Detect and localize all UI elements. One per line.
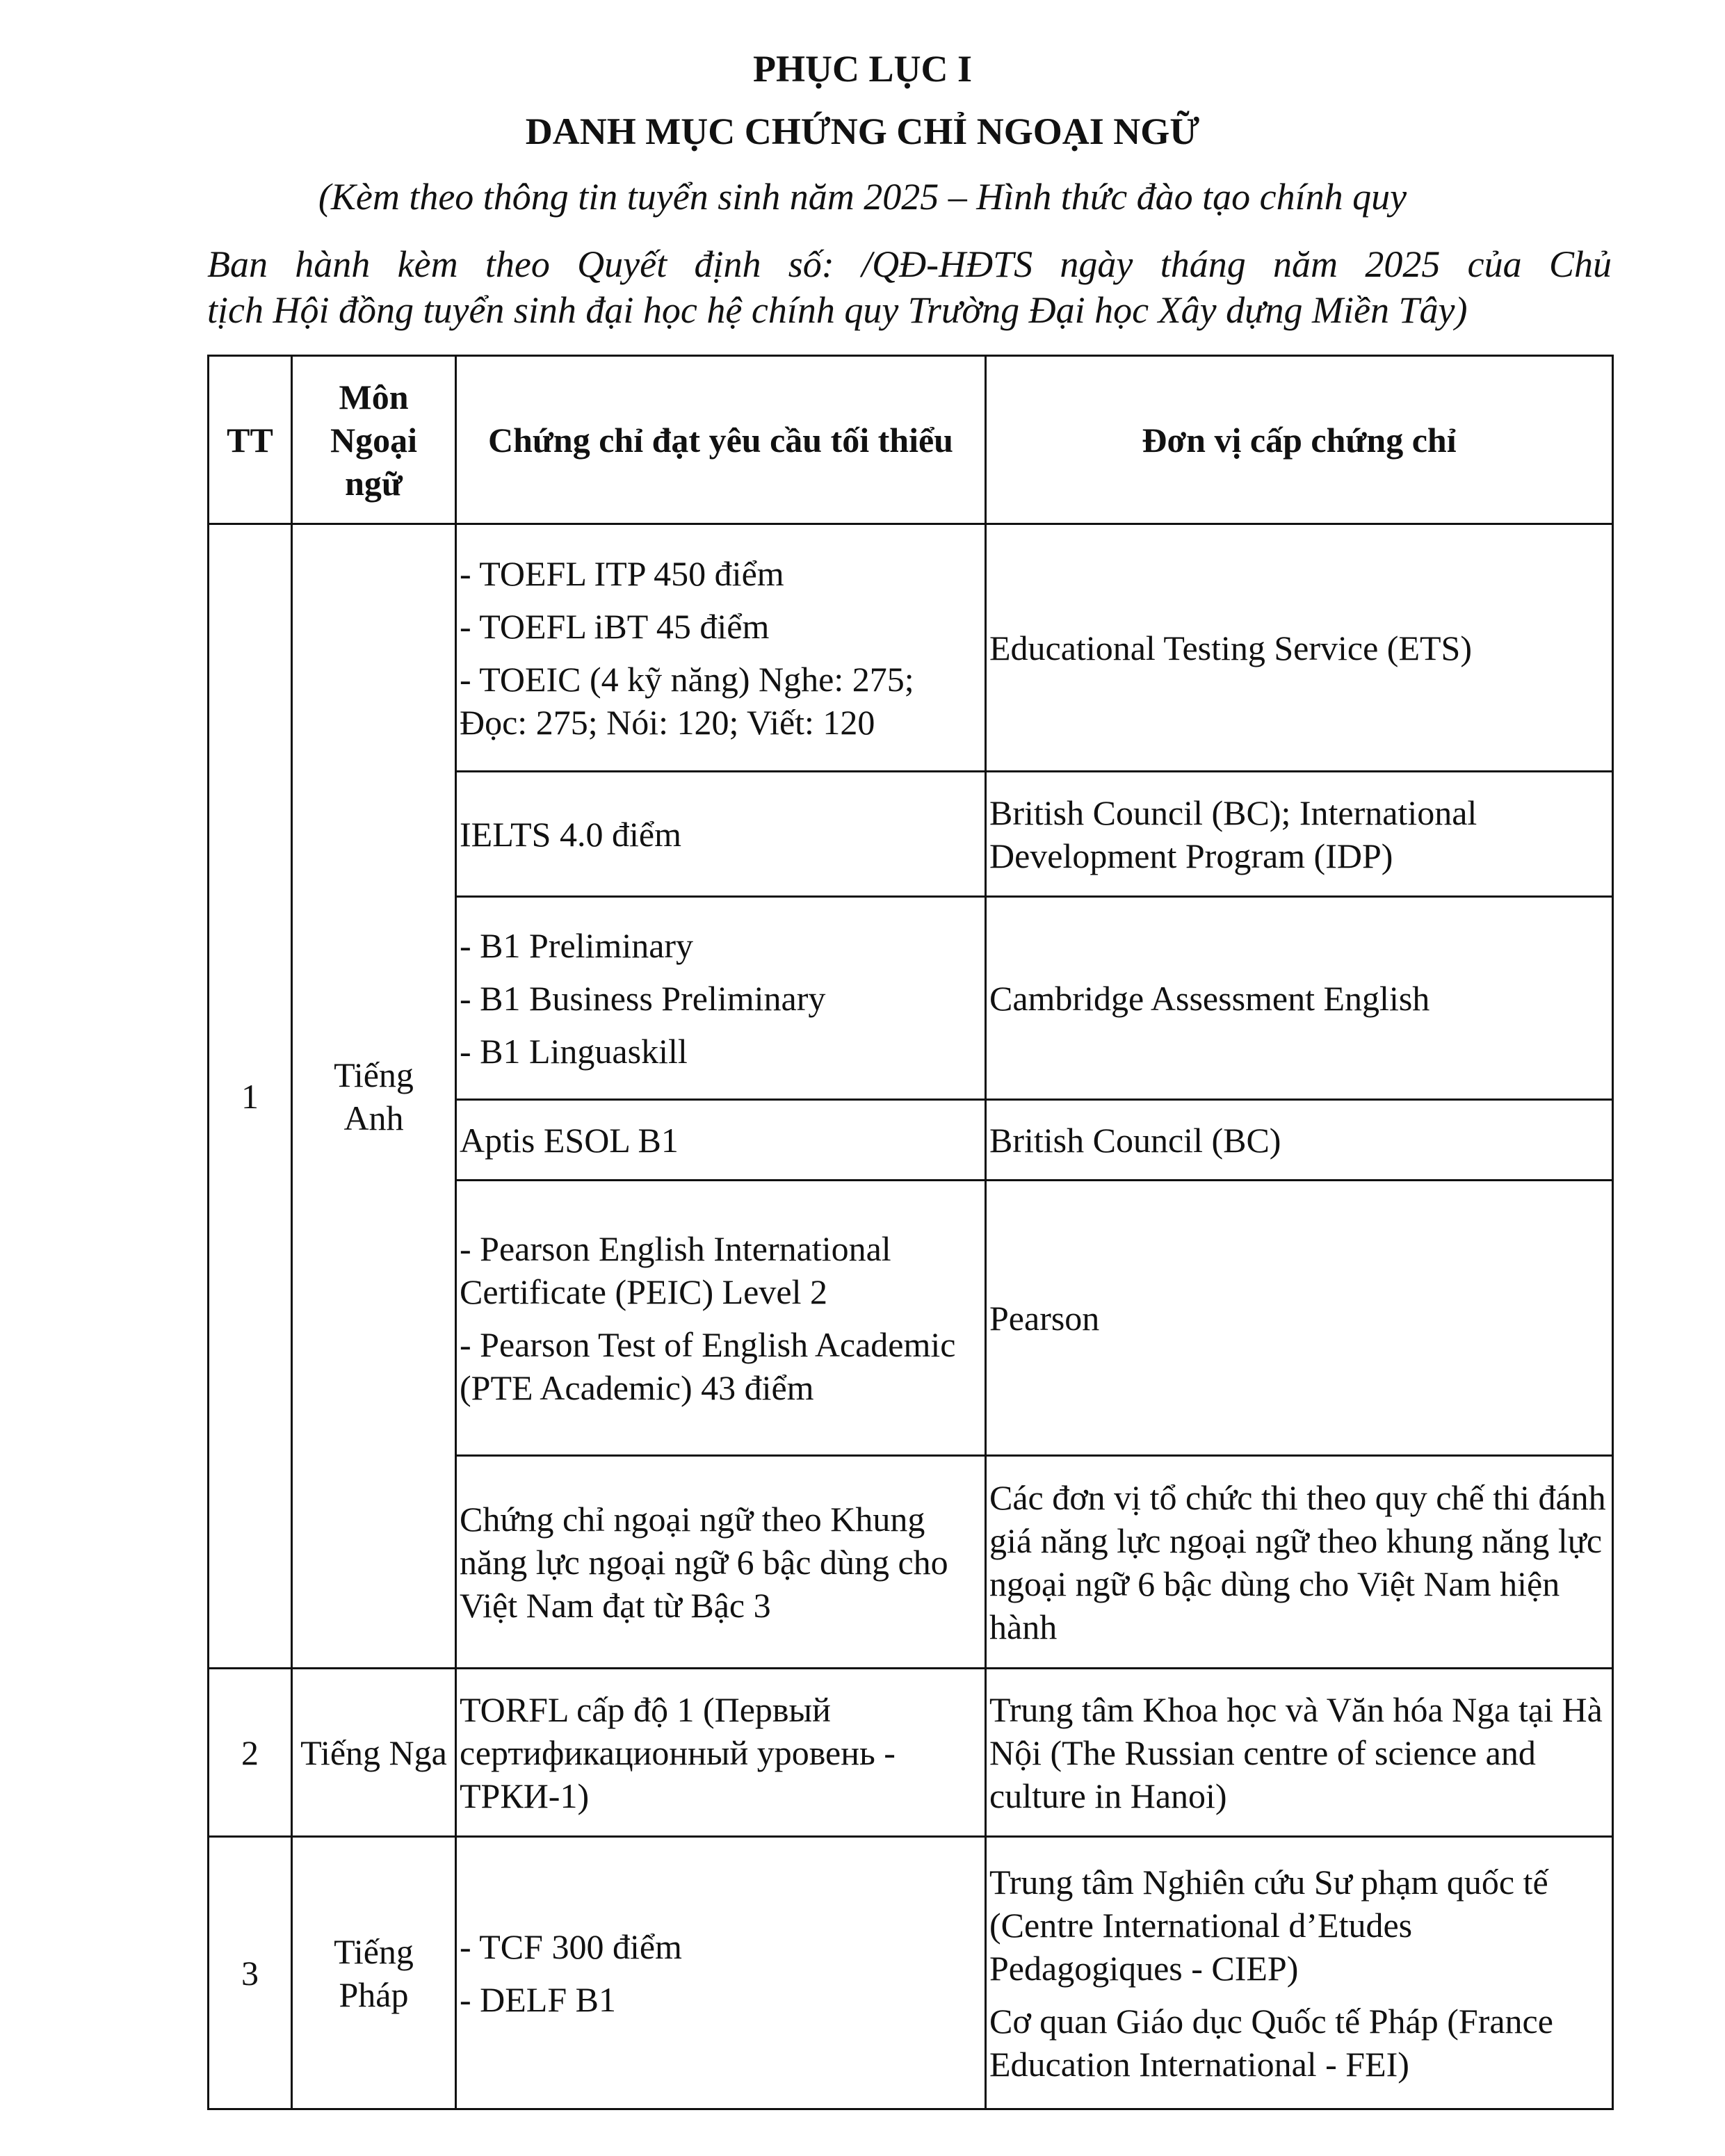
issuer-item: Cambridge Assessment English	[989, 978, 1430, 1018]
issuer-cell	[986, 897, 1613, 1100]
table-row	[209, 1837, 1613, 2109]
issuer-cell	[986, 1837, 1613, 2109]
certificate-item: Chứng chỉ ngoại ngữ theo Khung năng lực ngoại ngữ 6 bậc dùng cho Việt Nam đạt từ Bậc 3	[460, 1499, 948, 1625]
certificate-cell	[456, 772, 986, 897]
row-number: 1	[209, 524, 292, 1669]
header-subject-line-3: ngữ	[345, 463, 403, 503]
issuer-cell	[986, 1181, 1613, 1456]
issuer-cell	[986, 524, 1613, 772]
table-row	[209, 1669, 1613, 1837]
certificate-cell	[456, 1837, 986, 2109]
subtitle-line-2: Ban hành kèm theo Quyết định số: /QĐ-HĐTS ngày tháng năm 2025 của Chủ	[207, 243, 1612, 285]
row-number: 2	[209, 1669, 292, 1837]
document-title: DANH MỤC CHỨNG CHỈ NGOẠI NGỮ	[525, 111, 1200, 152]
issuer-item: Các đơn vị tổ chức thi theo quy chế thi đánh giá năng lực ngoại ngữ theo khung năng lực ngoại ngữ 6 bậc dùng cho Việt Nam hiện hành	[989, 1477, 1606, 1646]
certificate-cell	[456, 1100, 986, 1181]
certificate-item: - DELF B1	[460, 1979, 616, 2019]
certificate-item: IELTS 4.0 điểm	[460, 814, 681, 854]
certificate-item: TORFL cấp độ 1 (Первый сертификационный уровень - ТРКИ-1)	[460, 1689, 896, 1815]
certificate-cell	[456, 1456, 986, 1669]
certificate-item: - TOEFL ITP 450 điểm	[460, 553, 784, 593]
table-header-row	[209, 356, 1613, 524]
issuer-item: British Council (BC)	[989, 1120, 1281, 1160]
certificate-item: - Pearson Test of English Academic (PTE Academic) 43 điểm	[460, 1324, 956, 1407]
certificate-item: - B1 Linguaskill	[460, 1031, 688, 1071]
certificate-item: - Pearson English International Certificate (PEIC) Level 2	[460, 1229, 891, 1311]
certificate-item: - TOEIC (4 kỹ năng) Nghe: 275; Đọc: 275; Nói: 120; Viết: 120	[460, 659, 914, 742]
header-issuer: Đơn vị cấp chứng chỉ	[986, 356, 1613, 524]
header-subject-line-2: Ngoại	[330, 420, 417, 460]
language-name: Tiếng Anh	[292, 524, 456, 1669]
certificate-item: - TCF 300 điểm	[460, 1927, 682, 1966]
certificate-item: - B1 Business Preliminary	[460, 978, 826, 1018]
row-number: 3	[209, 1837, 292, 2109]
certificate-table	[207, 355, 1614, 2110]
language-name: Tiếng Pháp	[292, 1837, 456, 2109]
issuer-cell	[986, 1100, 1613, 1181]
certificate-cell	[456, 897, 986, 1100]
certificate-item: - B1 Preliminary	[460, 925, 694, 965]
header-tt: TT	[209, 356, 292, 524]
issuer-item: Trung tâm Nghiên cứu Sư phạm quốc tế (Centre International d’Etudes Pedagogiques - CIEP)	[989, 1862, 1548, 1988]
certificate-cell	[456, 524, 986, 772]
language-name: Tiếng Nga	[292, 1669, 456, 1837]
certificate-cell	[456, 1669, 986, 1837]
issuer-item: Trung tâm Khoa học và Văn hóa Nga tại Hà Nội (The Russian centre of science and culture in Hanoi)	[989, 1689, 1603, 1815]
table-row	[209, 524, 1613, 772]
issuer-cell	[986, 1456, 1613, 1669]
issuer-item: Cơ quan Giáo dục Quốc tế Pháp (France Education International - FEI)	[989, 2001, 1553, 2084]
issuer-cell	[986, 1669, 1613, 1837]
certificate-item: - TOEFL iBT 45 điểm	[460, 606, 770, 646]
subtitle-line-1: (Kèm theo thông tin tuyển sinh năm 2025 – Hình thức đào tạo chính quy	[318, 176, 1407, 218]
subtitle-line-3: tịch Hội đồng tuyển sinh đại học hệ chính quy Trường Đại học Xây dựng Miền Tây)	[207, 289, 1468, 331]
appendix-title: PHỤC LỤC I	[752, 48, 972, 90]
issuer-item: Educational Testing Service (ETS)	[989, 628, 1472, 667]
header-subject	[292, 356, 456, 524]
header-subject-line-1: Môn	[339, 377, 409, 416]
issuer-item: British Council (BC); International Development Program (IDP)	[989, 793, 1477, 875]
issuer-cell	[986, 772, 1613, 897]
certificate-item: Aptis ESOL B1	[460, 1120, 679, 1160]
header-certificate: Chứng chỉ đạt yêu cầu tối thiểu	[456, 356, 986, 524]
issuer-item: Pearson	[989, 1298, 1100, 1338]
certificate-cell	[456, 1181, 986, 1456]
